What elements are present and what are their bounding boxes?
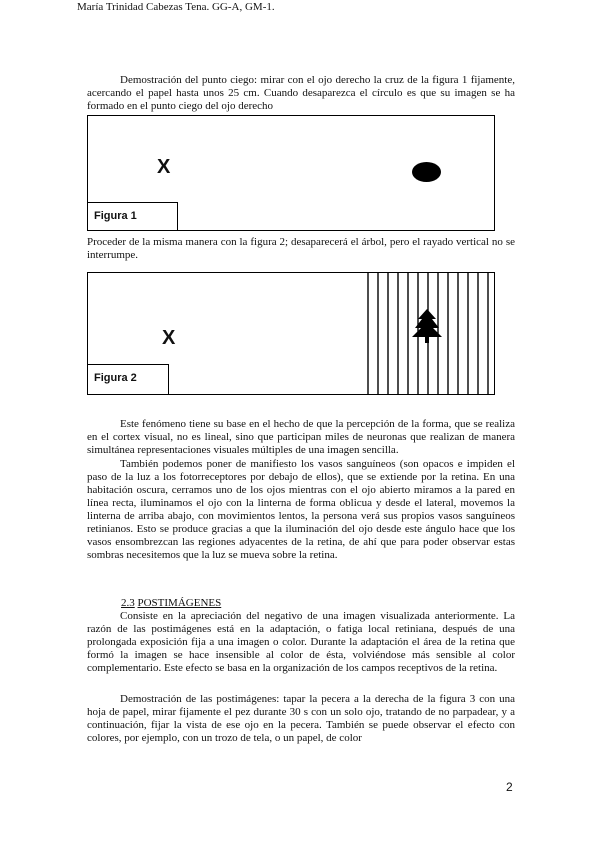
paragraph-blood-vessels: También podemos poner de manifiesto los vasos sanguíneos (son opacos e impiden el paso de la luz a los fotorreceptores por debajo de ellos), que se extiende por la retina. En una habitación oscura, cerramos uno de los ojos mientras con el ojo abierto miramos a la pared en línea recta, iluminamos el ojo con la linterna de forma oblicua y desde el lateral, movemos la linterna de arriba abajo, con movimientos lentos, la persona verá sus propios vasos sanguíneos retinianos. Esto se produce gracias a que la iluminación del ojo desde este ángulo hace que los vasos ensombrezcan las regiones adyacentes de la retina, de ahí que para poder observar estas sombras necesitemos que la luz se mueva sobre la retina. xyxy=(87,458,515,561)
figure-1-label: Figura 1 xyxy=(88,202,178,230)
page-number: 2 xyxy=(506,780,513,794)
paragraph-blind-spot: Demostración del punto ciego: mirar con el ojo derecho la cruz de la figura 1 fijamente, acercando el papel hasta unos 25 cm. Cuando desaparezca el círculo es que su imagen se ha formado en el punto ciego del ojo derecho xyxy=(87,74,515,112)
cross-mark: X xyxy=(157,156,171,178)
cross-mark: X xyxy=(162,327,176,349)
figure-2-label: Figura 2 xyxy=(88,364,169,394)
paragraph-afterimage-demo: Demostración de las postimágenes: tapar la pecera a la derecha de la figura 3 con una hoja de papel, mirar fijamente el pez durante 30 s con un solo ojo, tratando de no parpadear, y a continuación, fijar la vista de ese ojo en la pecera. También se puede observar el efecto con colores, por ejemplo, con un trozo de tela, o un papel, de color xyxy=(87,693,515,744)
running-header: María Trinidad Cabezas Tena. GG-A, GM-1. xyxy=(77,1,275,13)
section-number: 2.3 xyxy=(121,597,135,609)
tree-icon xyxy=(412,309,442,343)
paragraph-figure2-instructions: Proceder de la misma manera con la figura 2; desaparecerá el árbol, pero el rayado vertical no se interrumpe. xyxy=(87,236,515,261)
paragraph-form-perception: Este fenómeno tiene su base en el hecho de que la percepción de la forma, que se realiza en el cortex visual, no es lineal, sino que participan miles de neuronas que realizan de manera simultánea representaciones visuales múltiples de una imagen sencilla. xyxy=(87,418,515,456)
section-title: POSTIMÁGENES xyxy=(137,597,222,609)
black-circle xyxy=(412,162,441,182)
section-heading xyxy=(121,597,221,609)
figure-2 xyxy=(87,272,495,395)
paragraph-afterimages: Consiste en la apreciación del negativo de una imagen visualizada anteriormente. La razón de las postimágenes está en la adaptación, o fatiga local retiniana, después de una prolongada exposición fija a una imagen o color. Durante la adaptación el área de la retina que formó la imagen se hace insensible al color de ésta, volviéndose más sensible al color complementario. Este efecto se basa en la organización de los campos receptivos de la retina. xyxy=(87,610,515,674)
figure-1 xyxy=(87,115,495,231)
